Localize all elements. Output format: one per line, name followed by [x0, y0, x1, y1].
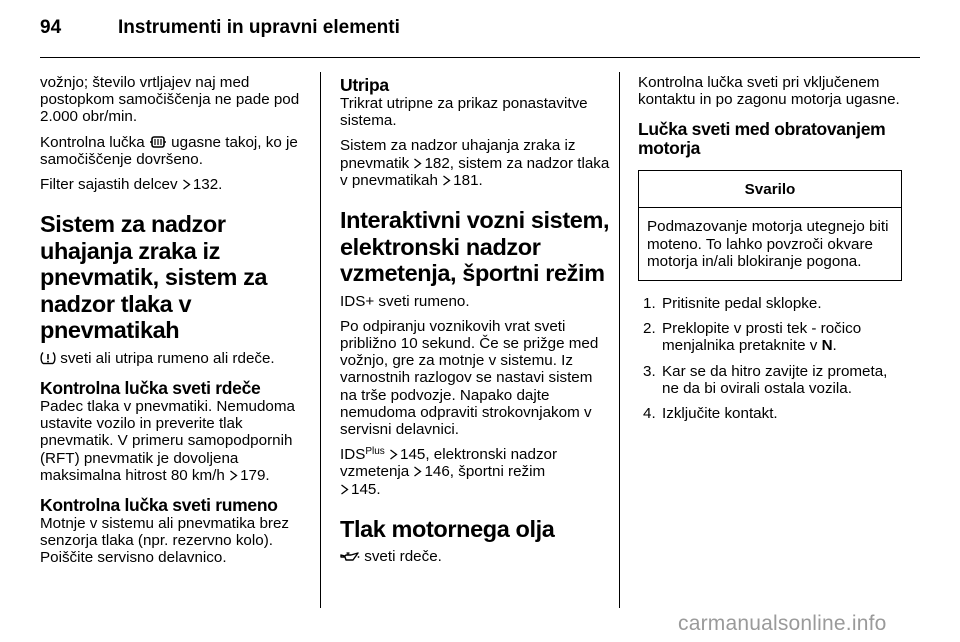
diesel-filter-icon	[149, 135, 167, 149]
heading-lamp-yellow: Kontrolna lučka sveti rumeno	[40, 494, 278, 515]
watermark: carmanualsonline.info	[678, 612, 887, 635]
heading-lamp-running: Lučka sveti med obratovanjem motorja	[638, 119, 886, 159]
paragraph-ids-line: IDS+ sveti rumeno.	[340, 292, 470, 310]
list-item: 1. Pritisnite pedal sklopke.	[643, 295, 822, 313]
paragraph-ids-refs: $IDS^{Plus}$ 145, elektronski nadzor vzmetenja 146, športni režim 145.	[340, 446, 558, 498]
column-divider-left	[320, 72, 321, 608]
warning-box	[638, 170, 902, 281]
paragraph-lamp-off: Kontrolna lučka ugasne takoj, ko je samočiščenje dovršeno.	[40, 133, 298, 168]
steps-list	[638, 295, 908, 422]
column-divider-right	[619, 72, 620, 608]
paragraph-tpms: sveti ali utripa rumeno ali rdeče.	[40, 350, 310, 367]
tire-pressure-icon	[40, 351, 56, 365]
warning-title: Svarilo	[639, 171, 901, 208]
column-1	[40, 74, 310, 575]
list-item: 3. Kar se da hitro zavijte iz prometa, ne da bi ovirali ostala vozila.	[643, 362, 888, 397]
page-header	[0, 0, 960, 62]
paragraph-flashes: Trikrat utripne za prikaz ponastavitve sistema.	[340, 95, 588, 130]
paragraph-lamp-red: Padec tlaka v pnevmatiki. Nemudoma ustavite vozilo in preverite tlak pnevmatik. V primeru samopodpornih (RFT) pnevmatik je dovoljena maksimalna hitrost 80 km/h 179.	[40, 397, 295, 484]
reference-arrow-icon	[340, 484, 349, 495]
column-2	[340, 74, 610, 573]
header-divider	[40, 57, 920, 58]
paragraph-ids-text: Po odpiranju voznikovih vrat sveti približno 10 sekund. Če se prižge med vožnjo, gre za motnje v sistemu. Iz varnostnih razlogov se nastavi sistem na trše podvozje. Napako dajte nemudoma odpraviti strokovnjakom v servisni delavnici.	[340, 317, 599, 438]
list-item: 4. Izključite kontakt.	[643, 405, 778, 423]
reference-arrow-icon	[182, 179, 191, 190]
heading-oil-pressure: Tlak motornega olja	[340, 515, 555, 542]
warning-text: Podmazovanje motorja utegnejo biti moteno. To lahko povzroči okvare motorja in/ali blokiranje pogona.	[647, 218, 889, 270]
list-item: 2. Preklopite v prosti tek - ročico menjalnika pretaknite v N.	[643, 320, 862, 355]
reference-arrow-icon	[413, 158, 422, 169]
reference-arrow-icon	[413, 466, 422, 477]
paragraph-see-also: Sistem za nadzor uhajanja zraka iz pnevmatik 182, sistem za nadzor tlaka v pnevmatikah 181.	[340, 137, 610, 189]
page-number: 94	[40, 17, 62, 38]
reference-arrow-icon	[442, 175, 451, 186]
paragraph-filter-ref: Filter sajastih delcev 132.	[40, 176, 223, 194]
paragraph-lamp-yellow: Motnje v sistemu ali pnevmatika brez senzorja tlaka (npr. rezervno kolo). Poiščite servisno delavnico.	[40, 514, 290, 567]
heading-tpms: Sistem za nadzor uhajanja zraka iz pnevmatik, sistem za nadzor tlaka v pnevmatikah	[40, 211, 268, 344]
column-3	[638, 74, 908, 430]
heading-flashes: Utripa	[340, 75, 389, 95]
page-title: Instrumenti in upravni elementi	[118, 17, 400, 38]
paragraph-self-cleaning: vožnjo; število vrtljajev naj med postopkom samočiščenja ne pade pod 2.000 obr/min.	[40, 74, 300, 126]
paragraph-oil-pressure: sveti rdeče.	[340, 548, 610, 565]
heading-ids: Interaktivni vozni sistem, elektronski nadzor vzmetenja, športni režim	[340, 207, 610, 287]
paragraph-oil-lamp: Kontrolna lučka sveti pri vključenem kontaktu in po zagonu motorja ugasne.	[638, 74, 900, 109]
heading-lamp-red: Kontrolna lučka sveti rdeče	[40, 377, 261, 398]
oil-can-icon	[340, 551, 360, 563]
reference-arrow-icon	[389, 449, 398, 460]
reference-arrow-icon	[229, 470, 238, 481]
